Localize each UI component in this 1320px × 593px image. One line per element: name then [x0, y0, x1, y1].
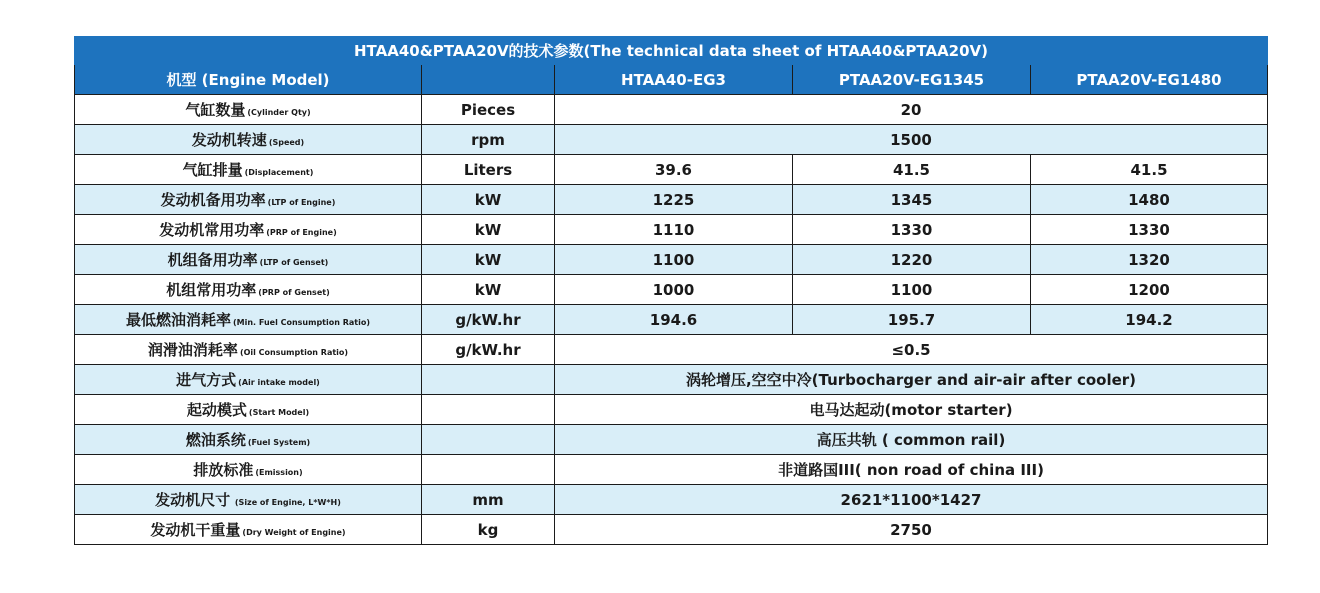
- table-title: HTAA40&PTAA20V的技术参数(The technical data sheet of HTAA40&PTAA20V): [75, 37, 1268, 65]
- param-name-cn: 机组备用功率: [167, 251, 258, 269]
- unit-cell: [422, 455, 555, 485]
- value-cell: 1220: [793, 245, 1031, 275]
- value-cell: 194.6: [555, 305, 793, 335]
- param-cell: [75, 365, 422, 395]
- value-cell: 1330: [793, 215, 1031, 245]
- param-cell: [75, 215, 422, 245]
- value-cell: 2750: [555, 515, 1268, 545]
- value-cell: 非道路国III( non road of china III): [555, 455, 1268, 485]
- unit-cell: kW: [422, 185, 555, 215]
- header-engine-model: 机型 (Engine Model): [75, 65, 422, 95]
- value-cell: 涡轮增压,空空中冷(Turbocharger and air-air after cooler): [555, 365, 1268, 395]
- unit-cell: [422, 395, 555, 425]
- param-cell: [75, 395, 422, 425]
- table-row: [75, 365, 1268, 395]
- param-cell: [75, 155, 422, 185]
- param-name-cn: 气缸数量: [185, 101, 246, 119]
- param-cell: [75, 185, 422, 215]
- param-name-cn: 排放标准: [193, 461, 254, 479]
- table-row: [75, 275, 1268, 305]
- unit-cell: g/kW.hr: [422, 335, 555, 365]
- param-name-cn: 发动机干重量: [150, 521, 241, 539]
- param-name-en: (Speed): [268, 138, 305, 147]
- param-name-en: (Dry Weight of Engine): [242, 528, 346, 537]
- unit-cell: rpm: [422, 125, 555, 155]
- param-cell: [75, 455, 422, 485]
- param-name-en: (Emission): [255, 468, 303, 477]
- table-row: [75, 215, 1268, 245]
- unit-cell: [422, 365, 555, 395]
- param-name-en: (Displacement): [244, 168, 314, 177]
- value-cell: 20: [555, 95, 1268, 125]
- param-cell: [75, 245, 422, 275]
- param-name-cn: 发动机尺寸: [155, 491, 231, 509]
- value-cell: ≤0.5: [555, 335, 1268, 365]
- param-name-cn: 机组常用功率: [166, 281, 257, 299]
- param-cell: [75, 125, 422, 155]
- value-cell: 194.2: [1031, 305, 1268, 335]
- value-cell: 1480: [1031, 185, 1268, 215]
- table-row: [75, 485, 1268, 515]
- value-cell: 1330: [1031, 215, 1268, 245]
- param-name-cn: 起动模式: [186, 401, 247, 419]
- value-cell: 39.6: [555, 155, 793, 185]
- unit-cell: [422, 425, 555, 455]
- value-cell: 2621*1100*1427: [555, 485, 1268, 515]
- value-cell: 195.7: [793, 305, 1031, 335]
- table-row: [75, 395, 1268, 425]
- table-row: [75, 155, 1268, 185]
- unit-cell: mm: [422, 485, 555, 515]
- value-cell: 41.5: [793, 155, 1031, 185]
- param-name-cn: 发动机常用功率: [159, 221, 265, 239]
- unit-cell: g/kW.hr: [422, 305, 555, 335]
- value-cell: 1000: [555, 275, 793, 305]
- param-name-cn: 气缸排量: [182, 161, 243, 179]
- unit-cell: Pieces: [422, 95, 555, 125]
- param-cell: [75, 95, 422, 125]
- unit-cell: kg: [422, 515, 555, 545]
- param-cell: [75, 425, 422, 455]
- header-model-2: PTAA20V-EG1345: [793, 65, 1031, 95]
- param-cell: [75, 305, 422, 335]
- header-unit: [422, 65, 555, 95]
- value-cell: 1100: [555, 245, 793, 275]
- param-name-cn: 发动机备用功率: [160, 191, 266, 209]
- table-row: [75, 455, 1268, 485]
- param-name-en: (Air intake model): [238, 378, 320, 387]
- table-row: [75, 125, 1268, 155]
- param-name-cn: 进气方式: [176, 371, 237, 389]
- param-name-en: (Cylinder Qty): [247, 108, 311, 117]
- table-row: [75, 245, 1268, 275]
- param-name-cn: 润滑油消耗率: [147, 341, 238, 359]
- unit-cell: Liters: [422, 155, 555, 185]
- param-name-en: (PRP of Genset): [258, 288, 330, 297]
- value-cell: 1200: [1031, 275, 1268, 305]
- param-cell: [75, 485, 422, 515]
- param-name-en: (Size of Engine, L*W*H): [232, 498, 341, 507]
- value-cell: 电马达起动(motor starter): [555, 395, 1268, 425]
- table-header-row: [75, 65, 1268, 95]
- param-name-en: (Min. Fuel Consumption Ratio): [233, 318, 370, 327]
- value-cell: 1225: [555, 185, 793, 215]
- param-name-en: (PRP of Engine): [266, 228, 337, 237]
- table-row: [75, 425, 1268, 455]
- param-cell: [75, 515, 422, 545]
- unit-cell: kW: [422, 275, 555, 305]
- value-cell: 1100: [793, 275, 1031, 305]
- param-name-cn: 燃油系统: [185, 431, 246, 449]
- table-row: [75, 185, 1268, 215]
- param-name-en: (LTP of Engine): [267, 198, 336, 207]
- value-cell: 1110: [555, 215, 793, 245]
- param-name-en: (Fuel System): [247, 438, 311, 447]
- table-row: [75, 305, 1268, 335]
- param-name-en: (Oil Consumption Ratio): [239, 348, 349, 357]
- value-cell: 高压共轨 ( common rail): [555, 425, 1268, 455]
- table-row: [75, 515, 1268, 545]
- header-model-3: PTAA20V-EG1480: [1031, 65, 1268, 95]
- table-row: [75, 95, 1268, 125]
- value-cell: 1500: [555, 125, 1268, 155]
- unit-cell: kW: [422, 215, 555, 245]
- header-model-1: HTAA40-EG3: [555, 65, 793, 95]
- table-title-row: [75, 37, 1268, 65]
- value-cell: 1345: [793, 185, 1031, 215]
- technical-data-table: [74, 36, 1268, 545]
- param-name-cn: 发动机转速: [191, 131, 267, 149]
- param-name-en: (Start Model): [248, 408, 310, 417]
- table-row: [75, 335, 1268, 365]
- param-cell: [75, 275, 422, 305]
- param-name-cn: 最低燃油消耗率: [125, 311, 231, 329]
- param-name-en: (LTP of Genset): [259, 258, 329, 267]
- value-cell: 1320: [1031, 245, 1268, 275]
- param-cell: [75, 335, 422, 365]
- value-cell: 41.5: [1031, 155, 1268, 185]
- unit-cell: kW: [422, 245, 555, 275]
